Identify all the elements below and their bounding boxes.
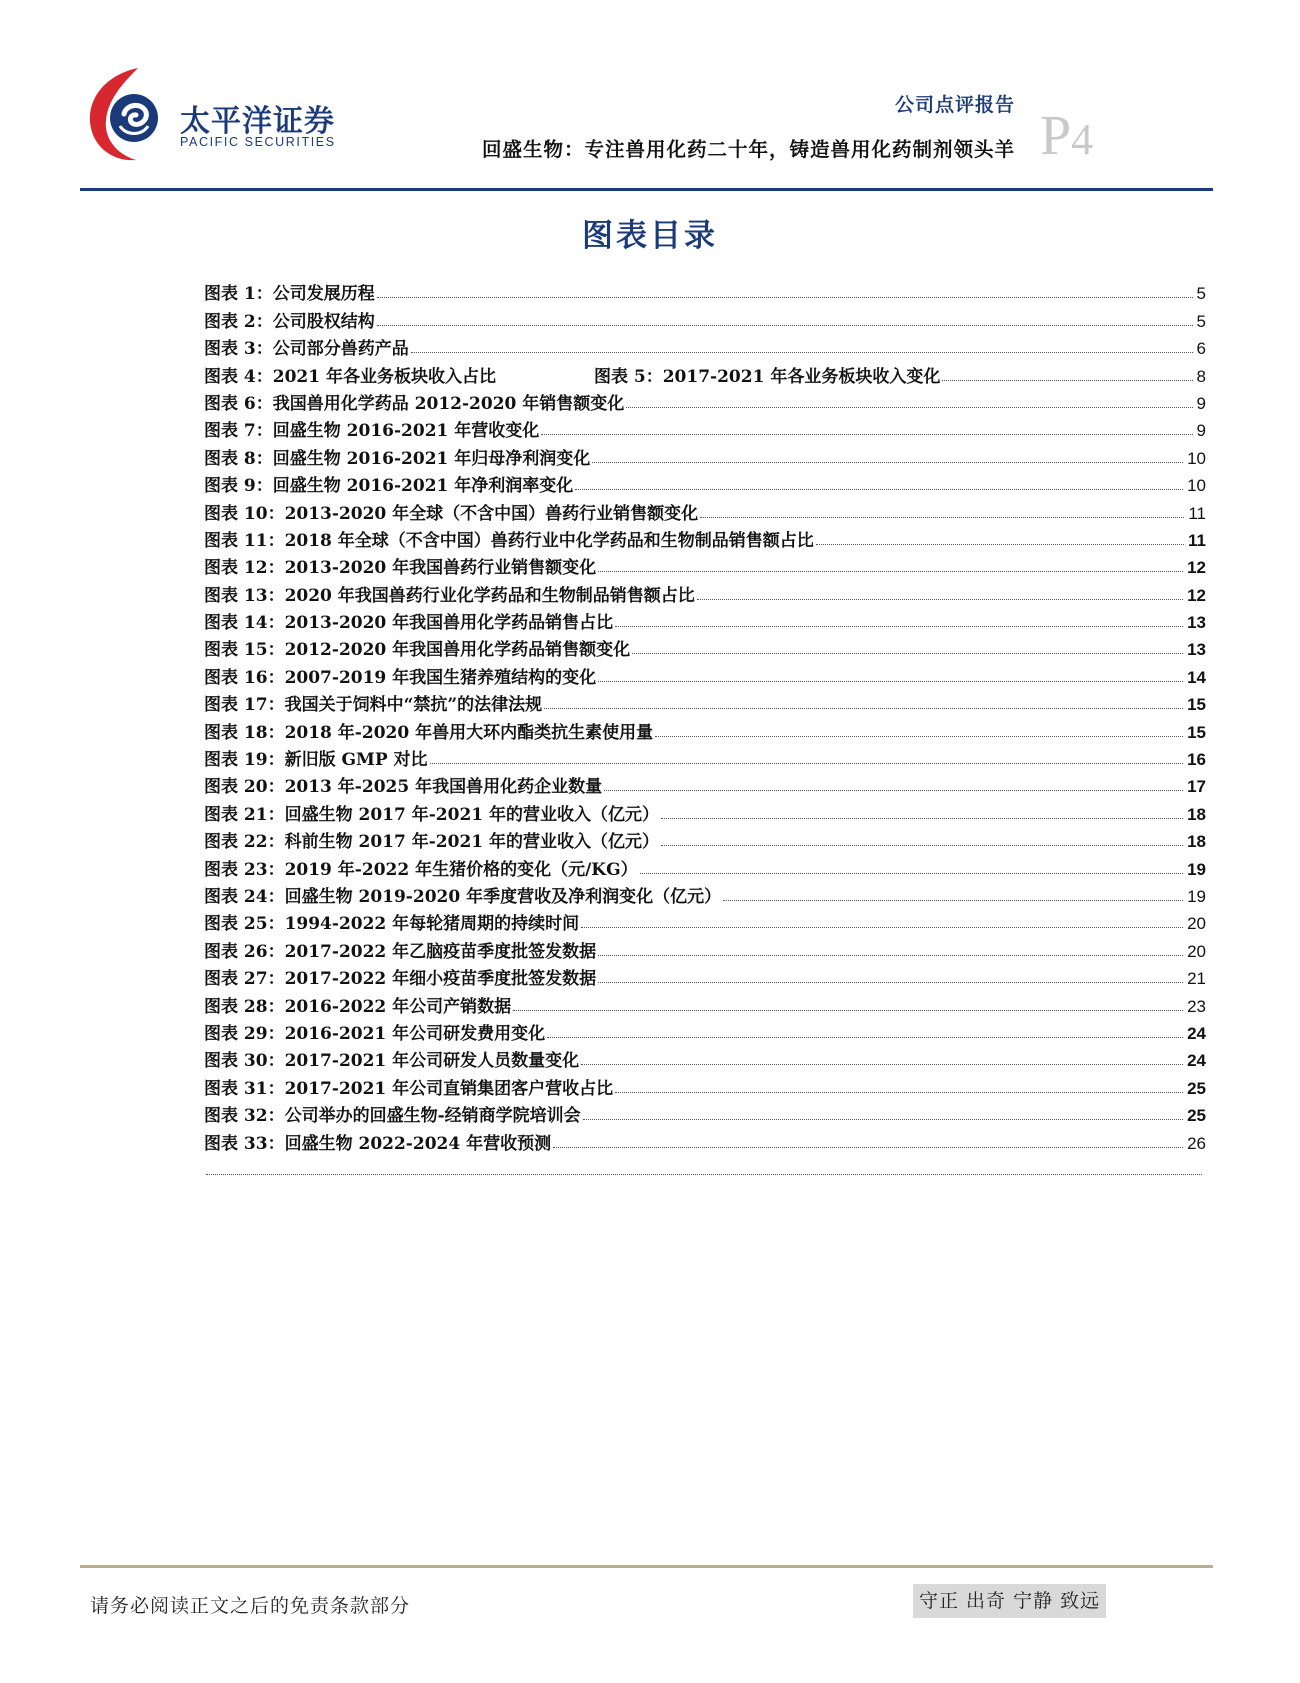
toc-entry-27[interactable] — [204, 962, 1206, 989]
dot-leader — [513, 1009, 1183, 1011]
toc-entry-label: 图表 33：回盛生物 2022-2024 年营收预测 — [204, 1133, 552, 1154]
toc-entry-23[interactable] — [204, 852, 1206, 879]
dot-leader — [661, 817, 1183, 819]
toc-entry-page: 11 — [1188, 530, 1206, 550]
toc-entry-14[interactable] — [204, 606, 1206, 633]
toc-entry-label: 图表 30：2017-2021 年公司研发人员数量变化 — [204, 1051, 580, 1072]
toc-entry-label: 图表 31：2017-2021 年公司直销集团客户营收占比 — [204, 1078, 614, 1099]
toc-entry-9[interactable] — [204, 469, 1206, 496]
toc-entry-18[interactable] — [204, 715, 1206, 742]
toc-entry-25[interactable] — [204, 907, 1206, 934]
toc-entry-page: 18 — [1187, 832, 1206, 852]
dot-leader — [655, 735, 1183, 737]
toc-entry-19[interactable] — [204, 743, 1206, 770]
toc-entry-label: 图表 15：2012-2020 年我国兽用化学药品销售额变化 — [204, 640, 631, 661]
toc-entry-page: 24 — [1187, 1051, 1206, 1071]
dot-leader — [583, 1118, 1183, 1120]
toc-entry-page: 13 — [1187, 640, 1206, 660]
toc-entry-label: 图表 25：1994-2022 年每轮猪周期的持续时间 — [204, 914, 580, 935]
dot-leader — [661, 844, 1183, 846]
toc-entry-label: 图表 29：2016-2021 年公司研发费用变化 — [204, 1023, 546, 1044]
logo-emblem-icon — [86, 66, 176, 166]
toc-entry-page: 23 — [1187, 996, 1206, 1016]
dot-leader — [430, 762, 1184, 764]
header-divider — [80, 188, 1213, 191]
toc-entry-10[interactable] — [204, 496, 1206, 523]
dot-leader — [816, 543, 1184, 545]
dot-leader — [942, 379, 1192, 381]
figure-list — [204, 277, 1206, 1181]
toc-entry-label: 图表 14：2013-2020 年我国兽用化学药品销售占比 — [204, 613, 614, 634]
toc-entry-label: 图表 4：2021 年各业务板块收入占比 — [204, 366, 496, 387]
toc-entry-page: 15 — [1187, 722, 1206, 742]
toc-entry-page: 20 — [1187, 941, 1206, 961]
toc-entry-31[interactable] — [204, 1071, 1206, 1098]
toc-entry-label: 图表 24：回盛生物 2019-2020 年季度营收及净利润变化（亿元） — [204, 886, 722, 907]
toc-entry-1[interactable] — [204, 277, 1206, 304]
toc-entry-page: 24 — [1187, 1023, 1206, 1043]
toc-entry-page: 5 — [1196, 311, 1206, 331]
toc-entry-page: 12 — [1187, 558, 1206, 578]
toc-entry-7[interactable] — [204, 414, 1206, 441]
toc-entry-page: 9 — [1196, 421, 1206, 441]
toc-entry-page: 20 — [1187, 914, 1206, 934]
page-number-value: 4 — [1071, 115, 1094, 164]
toc-entry-label: 图表 1：公司发展历程 — [204, 284, 375, 305]
dot-leader — [411, 351, 1193, 353]
toc-entry-8[interactable] — [204, 441, 1206, 468]
dot-leader — [615, 625, 1183, 627]
toc-entry-label: 图表 28：2016-2022 年公司产销数据 — [204, 996, 512, 1017]
toc-entry-26[interactable] — [204, 934, 1206, 961]
toc-entry-page: 6 — [1196, 339, 1206, 359]
toc-entry-label: 图表 6：我国兽用化学药品 2012-2020 年销售额变化 — [204, 393, 625, 414]
dot-leader — [598, 570, 1183, 572]
dot-leader — [553, 1146, 1183, 1148]
toc-entry-page: 19 — [1187, 859, 1206, 879]
brand-name-en: PACIFIC SECURITIES — [180, 135, 336, 149]
dot-leader — [632, 652, 1183, 654]
toc-entry-3[interactable] — [204, 332, 1206, 359]
toc-entry-20[interactable] — [204, 770, 1206, 797]
dot-leader — [598, 680, 1183, 682]
toc-entry-34[interactable] — [204, 1154, 1206, 1181]
toc-entry-page: 25 — [1187, 1106, 1206, 1126]
toc-entry-13[interactable] — [204, 578, 1206, 605]
toc-entry-label: 图表 2：公司股权结构 — [204, 311, 375, 332]
toc-entry-label: 图表 8：回盛生物 2016-2021 年归母净利润变化 — [204, 448, 591, 469]
toc-entry-label: 图表 7：回盛生物 2016-2021 年营收变化 — [204, 421, 540, 442]
toc-entry-29[interactable] — [204, 1017, 1206, 1044]
toc-entry-page: 21 — [1187, 969, 1206, 989]
page-number — [1040, 105, 1094, 167]
report-type: 公司点评报告 — [894, 94, 1015, 116]
toc-entry-24[interactable] — [204, 880, 1206, 907]
dot-leader — [723, 899, 1183, 901]
toc-entry-label: 图表 27：2017-2022 年细小疫苗季度批签发数据 — [204, 969, 597, 990]
dot-leader — [377, 324, 1193, 326]
dot-leader — [575, 488, 1183, 490]
toc-entry-page: 14 — [1187, 667, 1206, 687]
toc-entry-label: 图表 10：2013-2020 年全球（不含中国）兽药行业销售额变化 — [204, 503, 699, 524]
toc-entry-17[interactable] — [204, 688, 1206, 715]
toc-entry-22[interactable] — [204, 825, 1206, 852]
toc-entry-label: 图表 22：科前生物 2017 年-2021 年的营业收入（亿元） — [204, 832, 660, 853]
dot-leader — [206, 1173, 1202, 1175]
toc-entry-page: 11 — [1188, 503, 1206, 523]
toc-entry-label: 图表 21：回盛生物 2017 年-2021 年的营业收入（亿元） — [204, 804, 660, 825]
dot-leader — [547, 1036, 1183, 1038]
toc-entry-label: 图表 20：2013 年-2025 年我国兽用化药企业数量 — [204, 777, 603, 798]
toc-entry-label: 图表 16：2007-2019 年我国生猪养殖结构的变化 — [204, 667, 597, 688]
toc-entry-label: 图表 9：回盛生物 2016-2021 年净利润率变化 — [204, 476, 574, 497]
dot-leader — [640, 872, 1183, 874]
dot-leader — [598, 954, 1183, 956]
toc-entry-label: 图表 32：公司举办的回盛生物-经销商学院培训会 — [204, 1106, 581, 1127]
toc-entry-label-2: 图表 5：2017-2021 年各业务板块收入变化 — [593, 366, 941, 387]
toc-entry-30[interactable] — [204, 1044, 1206, 1071]
toc-entry-page: 19 — [1187, 886, 1206, 906]
footer-divider — [80, 1565, 1213, 1568]
toc-entry-page: 17 — [1187, 777, 1206, 797]
toc-entry-label: 图表 17：我国关于饲料中“禁抗”的法律法规 — [204, 695, 543, 716]
company-logo — [86, 66, 346, 176]
toc-entry-label: 图表 23：2019 年-2022 年生猪价格的变化（元/KG） — [204, 859, 638, 880]
dot-leader — [604, 789, 1183, 791]
toc-entry-11[interactable] — [204, 524, 1206, 551]
toc-entry-page: 12 — [1187, 585, 1206, 605]
dot-leader — [592, 461, 1183, 463]
footer-disclaimer: 请务必阅读正文之后的免责条款部分 — [90, 1595, 411, 1617]
dot-leader — [700, 516, 1184, 518]
toc-entry-6[interactable] — [204, 387, 1206, 414]
toc-entry-page: 10 — [1187, 476, 1206, 496]
toc-entry-16[interactable] — [204, 660, 1206, 687]
dot-leader — [626, 406, 1192, 408]
dot-leader — [544, 707, 1183, 709]
dot-leader — [615, 1091, 1183, 1093]
toc-entry-page: 18 — [1187, 804, 1206, 824]
toc-entry-page: 26 — [1187, 1133, 1206, 1153]
toc-entry-page: 15 — [1187, 695, 1206, 715]
dot-leader — [581, 926, 1183, 928]
toc-entry-label: 图表 19：新旧版 GMP 对比 — [204, 750, 428, 771]
toc-entry-page: 25 — [1187, 1078, 1206, 1098]
toc-entry-15[interactable] — [204, 633, 1206, 660]
toc-entry-label: 图表 12：2013-2020 年我国兽药行业销售额变化 — [204, 558, 597, 579]
toc-entry-label: 图表 18：2018 年-2020 年兽用大环内酯类抗生素使用量 — [204, 722, 654, 743]
dot-leader — [598, 981, 1183, 983]
toc-entry-2[interactable] — [204, 304, 1206, 331]
dot-leader — [697, 598, 1183, 600]
toc-entry-page: 16 — [1187, 750, 1206, 770]
toc-entry-33[interactable] — [204, 1126, 1206, 1153]
toc-title: 图表目录 — [582, 218, 718, 254]
dot-leader — [581, 1063, 1183, 1065]
toc-entry-label: 图表 26：2017-2022 年乙脑疫苗季度批签发数据 — [204, 941, 597, 962]
toc-entry-page: 13 — [1187, 613, 1206, 633]
toc-entry-4-5[interactable] — [204, 359, 1206, 386]
toc-entry-label: 图表 13：2020 年我国兽药行业化学药品和生物制品销售额占比 — [204, 585, 695, 606]
toc-entry-12[interactable] — [204, 551, 1206, 578]
toc-entry-label: 图表 3：公司部分兽药产品 — [204, 339, 409, 360]
toc-entry-32[interactable] — [204, 1099, 1206, 1126]
dot-leader — [541, 433, 1192, 435]
toc-entry-28[interactable] — [204, 989, 1206, 1016]
dot-leader — [377, 296, 1193, 298]
toc-entry-page: 5 — [1196, 284, 1206, 304]
brand-name-cn: 太平洋证券 — [180, 104, 335, 139]
footer-slogan: 守正 出奇 宁静 致远 — [913, 1584, 1106, 1618]
report-title: 回盛生物：专注兽用化药二十年，铸造兽用化药制剂领头羊 — [481, 138, 1015, 161]
toc-entry-page: 10 — [1187, 448, 1206, 468]
toc-entry-page: 9 — [1196, 393, 1206, 413]
toc-entry-label: 图表 11：2018 年全球（不含中国）兽药行业中化学药品和生物制品销售额占比 — [204, 530, 814, 551]
toc-entry-page: 8 — [1196, 366, 1206, 386]
toc-entry-21[interactable] — [204, 797, 1206, 824]
page-letter: P — [1040, 105, 1072, 167]
